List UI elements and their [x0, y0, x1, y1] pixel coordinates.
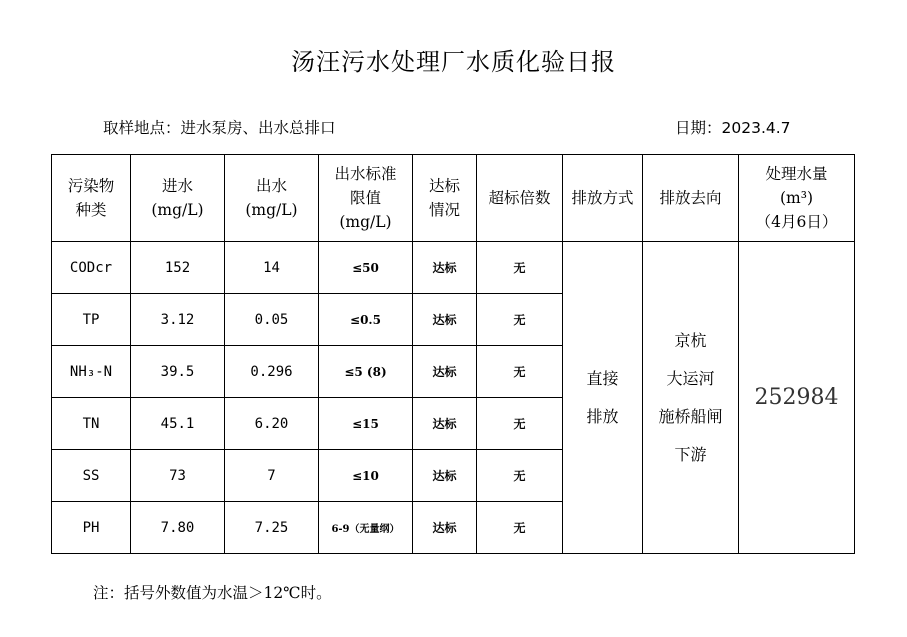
pollutant-name: CODcr — [52, 242, 131, 294]
exceed-multiple: 无 — [477, 294, 563, 346]
limit-value: ≤5 (8) — [319, 346, 413, 398]
effluent-value: 7.25 — [225, 502, 319, 554]
compliance-status: 达标 — [413, 346, 477, 398]
discharge-method: 直接 排放 — [563, 242, 643, 554]
compliance-status: 达标 — [413, 242, 477, 294]
effluent-value: 7 — [225, 450, 319, 502]
limit-value: ≤0.5 — [319, 294, 413, 346]
influent-value: 3.12 — [131, 294, 225, 346]
compliance-status: 达标 — [413, 294, 477, 346]
effluent-value: 0.296 — [225, 346, 319, 398]
header-discharge-method: 排放方式 — [563, 155, 643, 242]
header-pollutant: 污染物 种类 — [52, 155, 131, 242]
limit-value: ≤50 — [319, 242, 413, 294]
header-effluent: 出水 (mg/L) — [225, 155, 319, 242]
discharge-destination: 京杭 大运河 施桥船闸 下游 — [643, 242, 739, 554]
sampling-location: 取样地点：进水泵房、出水总排口 — [103, 119, 336, 137]
report-date: 日期：2023.4.7 — [675, 119, 791, 137]
exceed-multiple: 无 — [477, 242, 563, 294]
limit-value: ≤10 — [319, 450, 413, 502]
header-compliance: 达标 情况 — [413, 155, 477, 242]
exceed-multiple: 无 — [477, 398, 563, 450]
influent-value: 45.1 — [131, 398, 225, 450]
pollutant-name: NH₃-N — [52, 346, 131, 398]
pollutant-name: TN — [52, 398, 131, 450]
effluent-value: 6.20 — [225, 398, 319, 450]
exceed-multiple: 无 — [477, 502, 563, 554]
exceed-multiple: 无 — [477, 346, 563, 398]
treated-volume: 252984 — [739, 242, 855, 554]
effluent-value: 14 — [225, 242, 319, 294]
pollutant-name: SS — [52, 450, 131, 502]
header-treated-volume: 处理水量 (m³) （4月6日） — [739, 155, 855, 242]
compliance-status: 达标 — [413, 398, 477, 450]
influent-value: 152 — [131, 242, 225, 294]
influent-value: 39.5 — [131, 346, 225, 398]
limit-value: 6-9（无量纲） — [319, 502, 413, 554]
header-discharge-destination: 排放去向 — [643, 155, 739, 242]
limit-value: ≤15 — [319, 398, 413, 450]
pollutant-name: PH — [52, 502, 131, 554]
effluent-value: 0.05 — [225, 294, 319, 346]
compliance-status: 达标 — [413, 502, 477, 554]
footnote: 注：括号外数值为水温＞12℃时。 — [93, 584, 332, 602]
influent-value: 73 — [131, 450, 225, 502]
water-quality-table — [51, 154, 855, 554]
influent-value: 7.80 — [131, 502, 225, 554]
pollutant-name: TP — [52, 294, 131, 346]
report-title: 汤汪污水处理厂水质化验日报 — [291, 48, 616, 76]
table-row — [52, 242, 855, 294]
header-limit: 出水标准 限值 (mg/L) — [319, 155, 413, 242]
compliance-status: 达标 — [413, 450, 477, 502]
header-influent: 进水 (mg/L) — [131, 155, 225, 242]
exceed-multiple: 无 — [477, 450, 563, 502]
header-exceed: 超标倍数 — [477, 155, 563, 242]
header-row — [52, 155, 855, 242]
